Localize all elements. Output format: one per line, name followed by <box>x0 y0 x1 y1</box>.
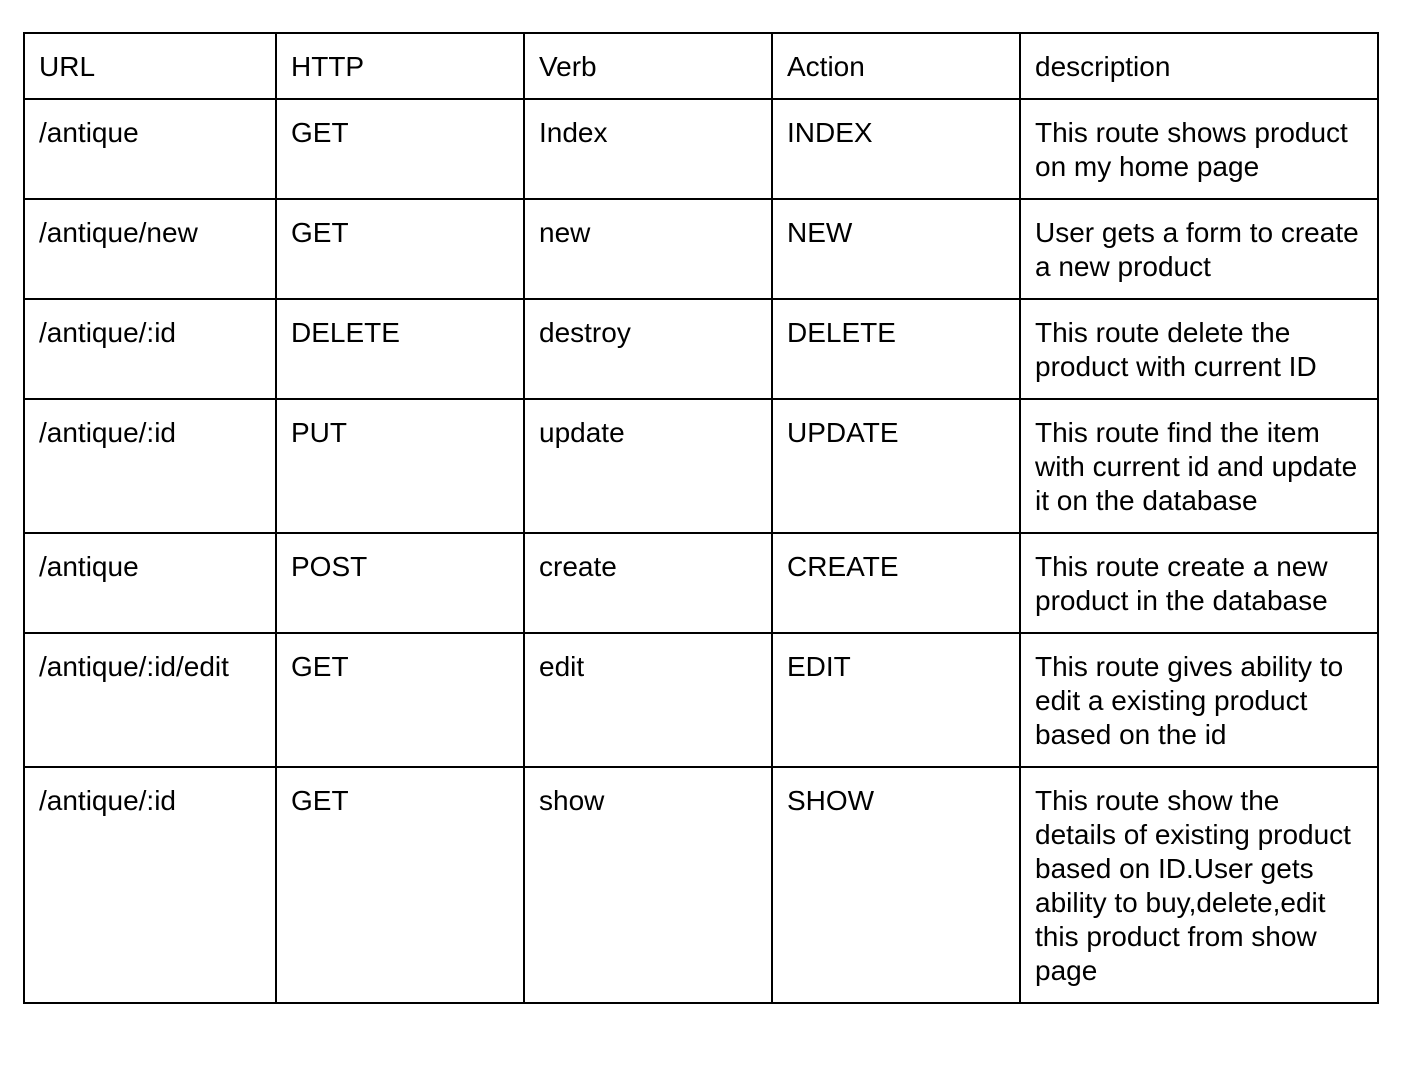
cell-url: /antique <box>24 99 276 199</box>
cell-description: This route gives ability to edit a existing product based on the id <box>1020 633 1378 767</box>
cell-verb: edit <box>524 633 772 767</box>
table-row <box>24 399 1378 533</box>
table-row <box>24 99 1378 199</box>
cell-description: This route create a new product in the database <box>1020 533 1378 633</box>
header-description: description <box>1020 33 1378 99</box>
table-row <box>24 767 1378 1003</box>
header-action: Action <box>772 33 1020 99</box>
cell-http: GET <box>276 633 524 767</box>
cell-action: DELETE <box>772 299 1020 399</box>
cell-description: This route find the item with current id and update it on the database <box>1020 399 1378 533</box>
cell-action: CREATE <box>772 533 1020 633</box>
cell-url: /antique/:id <box>24 399 276 533</box>
cell-action: EDIT <box>772 633 1020 767</box>
cell-http: PUT <box>276 399 524 533</box>
cell-action: SHOW <box>772 767 1020 1003</box>
cell-url: /antique/:id <box>24 299 276 399</box>
cell-description: This route show the details of existing product based on ID.User gets ability to buy,delete,edit this product from show page <box>1020 767 1378 1003</box>
routes-table <box>23 32 1379 1004</box>
cell-verb: Index <box>524 99 772 199</box>
cell-url: /antique/:id/edit <box>24 633 276 767</box>
cell-http: DELETE <box>276 299 524 399</box>
table-row <box>24 199 1378 299</box>
cell-url: /antique/new <box>24 199 276 299</box>
cell-description: This route delete the product with current ID <box>1020 299 1378 399</box>
cell-verb: show <box>524 767 772 1003</box>
cell-url: /antique <box>24 533 276 633</box>
cell-verb: update <box>524 399 772 533</box>
cell-description: User gets a form to create a new product <box>1020 199 1378 299</box>
table-row <box>24 633 1378 767</box>
table-row <box>24 299 1378 399</box>
table-row <box>24 533 1378 633</box>
cell-verb: new <box>524 199 772 299</box>
header-url: URL <box>24 33 276 99</box>
header-row <box>24 33 1378 99</box>
cell-verb: create <box>524 533 772 633</box>
cell-action: INDEX <box>772 99 1020 199</box>
cell-url: /antique/:id <box>24 767 276 1003</box>
cell-http: GET <box>276 767 524 1003</box>
cell-http: GET <box>276 199 524 299</box>
cell-action: UPDATE <box>772 399 1020 533</box>
header-http: HTTP <box>276 33 524 99</box>
cell-action: NEW <box>772 199 1020 299</box>
cell-http: POST <box>276 533 524 633</box>
cell-verb: destroy <box>524 299 772 399</box>
cell-description: This route shows product on my home page <box>1020 99 1378 199</box>
cell-http: GET <box>276 99 524 199</box>
header-verb: Verb <box>524 33 772 99</box>
